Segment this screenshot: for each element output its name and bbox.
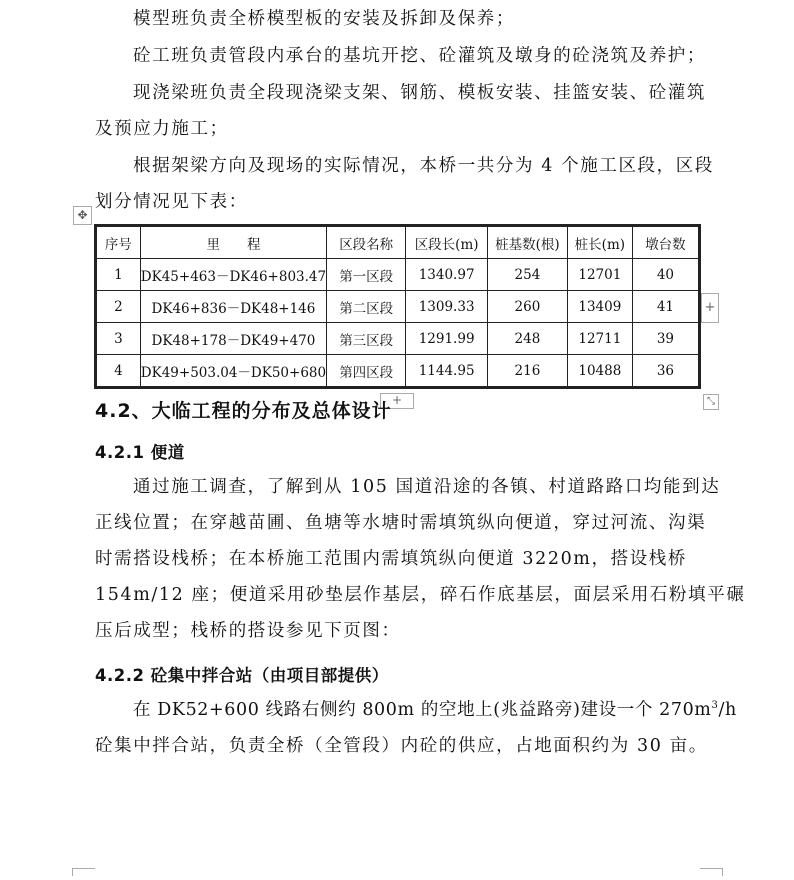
table-cell: 248 (487, 323, 567, 355)
table-cell: 12711 (567, 323, 632, 355)
header-cell: 区段长(m) (406, 227, 488, 259)
paragraph-line: 根据架梁方向及现场的实际情况，本桥一共分为 4 个施工区段，区段 (133, 156, 714, 176)
paragraph-line: 正线位置；在穿越苗圃、鱼塘等水塘时需填筑纵向便道，穿过河流、沟渠 (95, 513, 707, 533)
paragraph-line: 154m/12 座；便道采用砂垫层作基层，碎石作底基层，面层采用石粉填平碾 (95, 585, 746, 605)
header-cell: 里 程 (140, 227, 326, 259)
section-heading: 4.2、大临工程的分布及总体设计 (95, 400, 392, 422)
header-cell: 桩长(m) (567, 227, 632, 259)
paragraph-line: 通过施工调查，了解到从 105 国道沿途的各镇、村道路路口均能到达 (133, 477, 721, 497)
table-cell: 第四区段 (327, 355, 406, 387)
table-cell: DK45+463－DK46+803.47 (140, 259, 326, 291)
page-corner-mark (72, 868, 95, 876)
table-row (97, 355, 699, 387)
page-corner-mark (700, 868, 723, 876)
paragraph-line: 模型班负责全桥模型板的安装及拆卸及保养； (133, 9, 515, 29)
table-cell: 36 (632, 355, 698, 387)
table-row (97, 323, 699, 355)
header-cell: 墩台数 (632, 227, 698, 259)
section-table (96, 226, 699, 387)
paragraph-line: 压后成型；栈桥的搭设参见下页图： (95, 621, 401, 641)
table-cell: 39 (632, 323, 698, 355)
paragraph-line: 砼集中拌合站，负责全桥（全管段）内砼的供应，占地面积约为 30 亩。 (95, 736, 708, 756)
table-cell: 10488 (567, 355, 632, 387)
header-cell: 序号 (97, 227, 141, 259)
table-cell: DK46+836－DK48+146 (140, 291, 326, 323)
paragraph-line: 现浇梁班负责全段现浇梁支架、钢筋、模板安装、挂篮安装、砼灌筑 (133, 83, 706, 103)
paragraph-line: 划分情况见下表： (95, 192, 248, 212)
table-cell: 3 (97, 323, 141, 355)
paragraph-text: /h (718, 700, 737, 720)
paragraph-line: 时需搭设栈桥；在本桥施工范围内需填筑纵向便道 3220m，搭设栈桥 (95, 549, 687, 569)
header-cell: 区段名称 (327, 227, 406, 259)
subsection-heading: 4.2.2 砼集中拌合站（由项目部提供） (95, 666, 389, 685)
table-cell: 254 (487, 259, 567, 291)
table-cell: 4 (97, 355, 141, 387)
table-row (97, 291, 699, 323)
add-row-button[interactable]: + (380, 393, 414, 409)
table-resize-icon[interactable]: ⤡ (703, 394, 719, 410)
table-cell: 1 (97, 259, 141, 291)
paragraph-line: 及预应力施工； (95, 119, 229, 139)
table-cell: 第一区段 (327, 259, 406, 291)
table-cell: 1340.97 (406, 259, 488, 291)
table-move-icon[interactable]: ✥ (73, 206, 92, 225)
table-header-row (97, 227, 699, 259)
table-cell: 260 (487, 291, 567, 323)
table-cell: 1309.33 (406, 291, 488, 323)
table-cell: DK48+178－DK49+470 (140, 323, 326, 355)
table-cell: 40 (632, 259, 698, 291)
table-cell: 13409 (567, 291, 632, 323)
paragraph-line: 砼工班负责管段内承台的基坑开挖、砼灌筑及墩身的砼浇筑及养护； (133, 46, 706, 66)
add-column-button[interactable]: + (701, 293, 719, 323)
table-cell: 216 (487, 355, 567, 387)
table-cell: 41 (632, 291, 698, 323)
table-row (97, 259, 699, 291)
table-cell: 12701 (567, 259, 632, 291)
table-cell: 1291.99 (406, 323, 488, 355)
table-cell: 2 (97, 291, 141, 323)
table-cell: 第二区段 (327, 291, 406, 323)
table-cell: 第三区段 (327, 323, 406, 355)
subsection-heading: 4.2.1 便道 (95, 443, 185, 462)
header-cell: 桩基数(根) (487, 227, 567, 259)
table-cell: 1144.95 (406, 355, 488, 387)
paragraph-line (133, 699, 737, 721)
table-cell: DK49+503.04－DK50+680 (140, 355, 326, 387)
superscript: 3 (711, 700, 719, 712)
paragraph-text: 在 DK52+600 线路右侧约 800m 的空地上(兆益路旁)建设一个 270m (133, 700, 712, 720)
